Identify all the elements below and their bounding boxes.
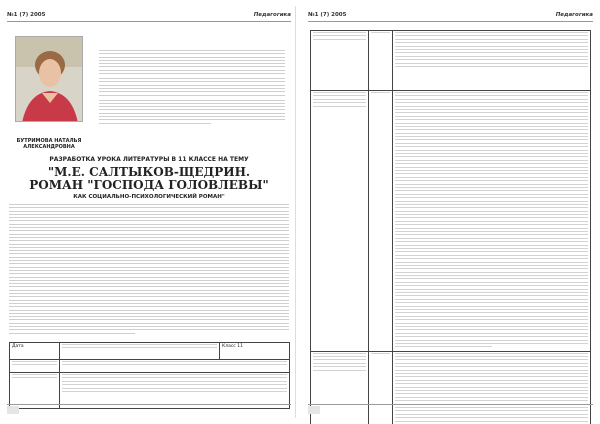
text-line bbox=[395, 268, 588, 269]
table-row bbox=[311, 91, 591, 352]
text-line bbox=[395, 336, 588, 337]
text-line bbox=[9, 273, 289, 274]
text-line bbox=[12, 361, 57, 362]
table-row bbox=[10, 360, 290, 373]
text-line bbox=[9, 224, 289, 225]
text-line bbox=[12, 377, 57, 378]
text-line bbox=[395, 241, 588, 242]
text-line bbox=[9, 263, 289, 264]
text-line bbox=[99, 95, 285, 96]
text-line bbox=[395, 251, 588, 252]
text-line bbox=[395, 194, 588, 195]
text-line bbox=[395, 407, 588, 408]
text-line bbox=[395, 146, 588, 147]
text-line bbox=[99, 60, 285, 61]
text-line bbox=[371, 32, 390, 33]
text-line bbox=[62, 384, 287, 385]
table-cell bbox=[311, 91, 369, 352]
text-line bbox=[9, 296, 289, 297]
table-cell: Дата bbox=[10, 343, 60, 360]
text-line bbox=[395, 228, 588, 229]
text-line bbox=[9, 214, 289, 215]
text-line bbox=[9, 204, 289, 205]
text-line bbox=[99, 116, 285, 117]
text-line bbox=[99, 113, 285, 114]
text-line bbox=[395, 278, 588, 279]
text-line bbox=[99, 88, 285, 89]
text-line bbox=[395, 289, 588, 290]
text-line bbox=[395, 201, 588, 202]
text-line bbox=[395, 106, 588, 107]
text-line bbox=[9, 286, 289, 287]
text-line bbox=[9, 313, 289, 314]
text-line bbox=[395, 258, 588, 259]
text-line bbox=[313, 102, 366, 103]
page-number bbox=[7, 406, 19, 414]
issue-number: №1 (7) 2005 bbox=[7, 12, 46, 18]
text-line bbox=[313, 370, 366, 371]
text-line bbox=[395, 380, 588, 381]
text-line bbox=[62, 388, 287, 389]
text-line bbox=[99, 103, 285, 104]
text-line bbox=[395, 417, 588, 418]
text-line bbox=[62, 364, 287, 365]
text-line bbox=[395, 187, 588, 188]
table-cell bbox=[60, 360, 290, 373]
text-line bbox=[99, 100, 285, 101]
page-header bbox=[308, 12, 593, 20]
text-line bbox=[395, 272, 588, 273]
text-line bbox=[395, 356, 588, 357]
text-line bbox=[313, 35, 366, 36]
text-line bbox=[9, 227, 289, 228]
text-line bbox=[395, 245, 588, 246]
footer-rule bbox=[308, 404, 593, 405]
text-line bbox=[395, 35, 588, 36]
text-line bbox=[62, 344, 217, 345]
text-line bbox=[99, 109, 285, 110]
text-line bbox=[395, 292, 588, 293]
text-line bbox=[9, 217, 289, 218]
text-line bbox=[395, 282, 588, 283]
title-line-1: "М.Е. САЛТЫКОВ-ЩЕДРИН. bbox=[47, 165, 251, 179]
text-line bbox=[9, 290, 289, 291]
text-line bbox=[395, 312, 588, 313]
text-line bbox=[395, 39, 588, 40]
table-cell bbox=[369, 351, 393, 424]
text-line bbox=[395, 59, 588, 60]
text-line bbox=[395, 49, 588, 50]
text-line bbox=[99, 50, 285, 51]
text-line bbox=[313, 353, 366, 354]
text-line bbox=[99, 70, 285, 71]
text-line bbox=[9, 234, 289, 235]
text-line bbox=[395, 190, 588, 191]
text-line bbox=[395, 167, 588, 168]
text-line bbox=[395, 326, 588, 327]
right-page bbox=[304, 6, 597, 418]
text-line bbox=[395, 170, 588, 171]
text-line bbox=[395, 46, 588, 47]
text-line bbox=[395, 123, 588, 124]
text-line bbox=[395, 400, 588, 401]
text-line bbox=[395, 56, 588, 57]
text-line bbox=[62, 374, 287, 375]
table-cell bbox=[369, 31, 393, 91]
text-line bbox=[9, 319, 289, 320]
text-line bbox=[395, 393, 588, 394]
text-line bbox=[395, 323, 588, 324]
text-line bbox=[395, 32, 588, 33]
text-line bbox=[395, 133, 588, 134]
text-line bbox=[313, 106, 366, 107]
text-line bbox=[395, 95, 588, 96]
text-line bbox=[395, 52, 588, 53]
lesson-table bbox=[9, 342, 290, 409]
text-line bbox=[9, 280, 289, 281]
abstract-text bbox=[99, 50, 285, 150]
text-line bbox=[99, 119, 285, 120]
text-line bbox=[395, 299, 588, 300]
text-line bbox=[395, 285, 588, 286]
text-line bbox=[395, 143, 588, 144]
text-line bbox=[99, 78, 285, 79]
text-line bbox=[12, 374, 57, 375]
text-line bbox=[395, 116, 588, 117]
article-title bbox=[3, 166, 295, 192]
text-line bbox=[395, 383, 588, 384]
issue-number: №1 (7) 2005 bbox=[308, 12, 347, 18]
text-line bbox=[395, 136, 588, 137]
text-line bbox=[313, 359, 366, 360]
text-line bbox=[9, 329, 289, 330]
text-line bbox=[395, 410, 588, 411]
text-line bbox=[99, 106, 285, 107]
left-page bbox=[3, 6, 296, 418]
text-line bbox=[9, 237, 289, 238]
text-line bbox=[62, 391, 287, 392]
text-line bbox=[395, 373, 588, 374]
table-row bbox=[10, 343, 290, 360]
text-line bbox=[395, 221, 588, 222]
text-line bbox=[9, 323, 289, 324]
table-row bbox=[311, 31, 591, 91]
text-line bbox=[395, 376, 588, 377]
title-line-2: РОМАН "ГОСПОДА ГОЛОВЛЕВЫ" bbox=[29, 178, 269, 192]
text-line bbox=[313, 356, 366, 357]
text-line bbox=[9, 316, 289, 317]
text-line bbox=[9, 333, 135, 334]
text-line bbox=[395, 231, 588, 232]
text-line bbox=[99, 81, 285, 82]
text-line bbox=[9, 326, 289, 327]
text-line bbox=[395, 370, 588, 371]
author-name: БУТРИМОВА НАТАЛЬЯ АЛЕКСАНДРОВНА bbox=[16, 138, 82, 150]
text-line bbox=[62, 361, 287, 362]
text-line bbox=[395, 102, 588, 103]
text-line bbox=[395, 343, 588, 344]
text-line bbox=[395, 340, 588, 341]
text-line bbox=[9, 230, 289, 231]
text-line bbox=[395, 197, 588, 198]
table-cell bbox=[393, 31, 591, 91]
table-cell bbox=[60, 343, 220, 360]
text-line bbox=[395, 265, 588, 266]
text-line bbox=[395, 255, 588, 256]
text-line bbox=[395, 302, 588, 303]
text-line bbox=[9, 270, 289, 271]
article-subtitle: КАК СОЦИАЛЬНО-ПСИХОЛОГИЧЕСКИЙ РОМАН" bbox=[73, 194, 225, 200]
text-line bbox=[395, 397, 588, 398]
article-supertitle: РАЗРАБОТКА УРОКА ЛИТЕРАТУРЫ В 11 КЛАССЕ НА ТЕМУ bbox=[49, 156, 249, 163]
text-line bbox=[99, 91, 285, 92]
text-line bbox=[9, 306, 289, 307]
text-line bbox=[62, 377, 287, 378]
text-line bbox=[9, 207, 289, 208]
text-line bbox=[395, 180, 588, 181]
text-line bbox=[395, 306, 588, 307]
text-line bbox=[395, 109, 588, 110]
text-line bbox=[395, 329, 588, 330]
text-line bbox=[9, 303, 289, 304]
text-line bbox=[9, 244, 289, 245]
page-number bbox=[308, 406, 320, 414]
text-line bbox=[395, 319, 588, 320]
text-line bbox=[395, 63, 588, 64]
text-line bbox=[395, 150, 588, 151]
text-line bbox=[395, 119, 588, 120]
text-line bbox=[395, 346, 492, 347]
text-line bbox=[313, 363, 366, 364]
text-line bbox=[62, 381, 287, 382]
author-photo bbox=[15, 36, 83, 122]
text-line bbox=[99, 85, 285, 86]
text-line bbox=[395, 248, 588, 249]
text-line bbox=[395, 153, 588, 154]
table-cell bbox=[311, 31, 369, 91]
text-line bbox=[395, 184, 588, 185]
text-line bbox=[9, 260, 289, 261]
article-body bbox=[9, 204, 289, 338]
text-line bbox=[313, 366, 366, 367]
text-line bbox=[395, 160, 588, 161]
header-rule bbox=[308, 21, 593, 22]
text-line bbox=[395, 139, 588, 140]
text-line bbox=[12, 364, 57, 365]
footer-rule bbox=[7, 404, 291, 405]
text-line bbox=[99, 57, 285, 58]
text-line bbox=[9, 211, 289, 212]
text-line bbox=[9, 240, 289, 241]
text-line bbox=[395, 390, 588, 391]
text-line bbox=[395, 421, 588, 422]
text-line bbox=[313, 32, 366, 33]
text-line bbox=[395, 173, 588, 174]
journal-name: Педагогика bbox=[253, 12, 291, 18]
text-line bbox=[9, 257, 289, 258]
table-cell bbox=[369, 91, 393, 352]
text-line bbox=[395, 156, 588, 157]
text-line bbox=[395, 363, 588, 364]
text-line bbox=[395, 66, 588, 67]
table-cell: Класс 11 bbox=[220, 343, 290, 360]
text-line bbox=[99, 53, 285, 54]
text-line bbox=[62, 347, 217, 348]
text-line bbox=[9, 247, 289, 248]
table-row bbox=[311, 351, 591, 424]
text-line bbox=[9, 310, 289, 311]
text-line bbox=[395, 207, 588, 208]
text-line bbox=[9, 293, 289, 294]
text-line bbox=[395, 262, 588, 263]
lesson-steps-table bbox=[310, 30, 591, 424]
text-line bbox=[371, 92, 390, 93]
text-line bbox=[395, 224, 588, 225]
header-rule bbox=[7, 21, 291, 22]
text-line bbox=[395, 92, 588, 93]
text-line bbox=[395, 177, 588, 178]
text-line bbox=[313, 92, 366, 93]
text-line bbox=[9, 277, 289, 278]
text-line bbox=[9, 267, 289, 268]
text-line bbox=[313, 99, 366, 100]
text-line bbox=[395, 414, 588, 415]
text-line bbox=[99, 123, 211, 124]
table-cell bbox=[393, 91, 591, 352]
text-line bbox=[395, 112, 588, 113]
page-header bbox=[7, 12, 291, 20]
text-line bbox=[395, 163, 588, 164]
text-line bbox=[395, 309, 588, 310]
text-line bbox=[395, 353, 588, 354]
text-line bbox=[395, 333, 588, 334]
text-line bbox=[395, 129, 588, 130]
text-line bbox=[395, 359, 588, 360]
text-line bbox=[395, 42, 588, 43]
table-cell bbox=[10, 360, 60, 373]
text-line bbox=[9, 220, 289, 221]
text-line bbox=[395, 214, 588, 215]
text-line bbox=[395, 99, 588, 100]
author-block bbox=[7, 138, 91, 152]
text-line bbox=[395, 295, 588, 296]
text-line bbox=[9, 253, 289, 254]
text-line bbox=[371, 353, 390, 354]
text-line bbox=[395, 366, 588, 367]
text-line bbox=[313, 95, 366, 96]
text-line bbox=[395, 126, 588, 127]
text-line bbox=[313, 39, 366, 40]
text-line bbox=[395, 316, 588, 317]
text-line bbox=[395, 238, 588, 239]
text-line bbox=[99, 63, 285, 64]
text-line bbox=[395, 275, 588, 276]
text-line bbox=[99, 73, 285, 74]
table-cell bbox=[393, 351, 591, 424]
text-line bbox=[99, 66, 285, 67]
journal-name: Педагогика bbox=[555, 12, 593, 18]
text-line bbox=[395, 217, 588, 218]
text-line bbox=[395, 234, 588, 235]
text-line bbox=[9, 283, 289, 284]
text-line bbox=[9, 250, 289, 251]
text-line bbox=[395, 387, 588, 388]
text-line bbox=[395, 211, 588, 212]
text-line bbox=[9, 300, 289, 301]
text-line bbox=[395, 204, 588, 205]
